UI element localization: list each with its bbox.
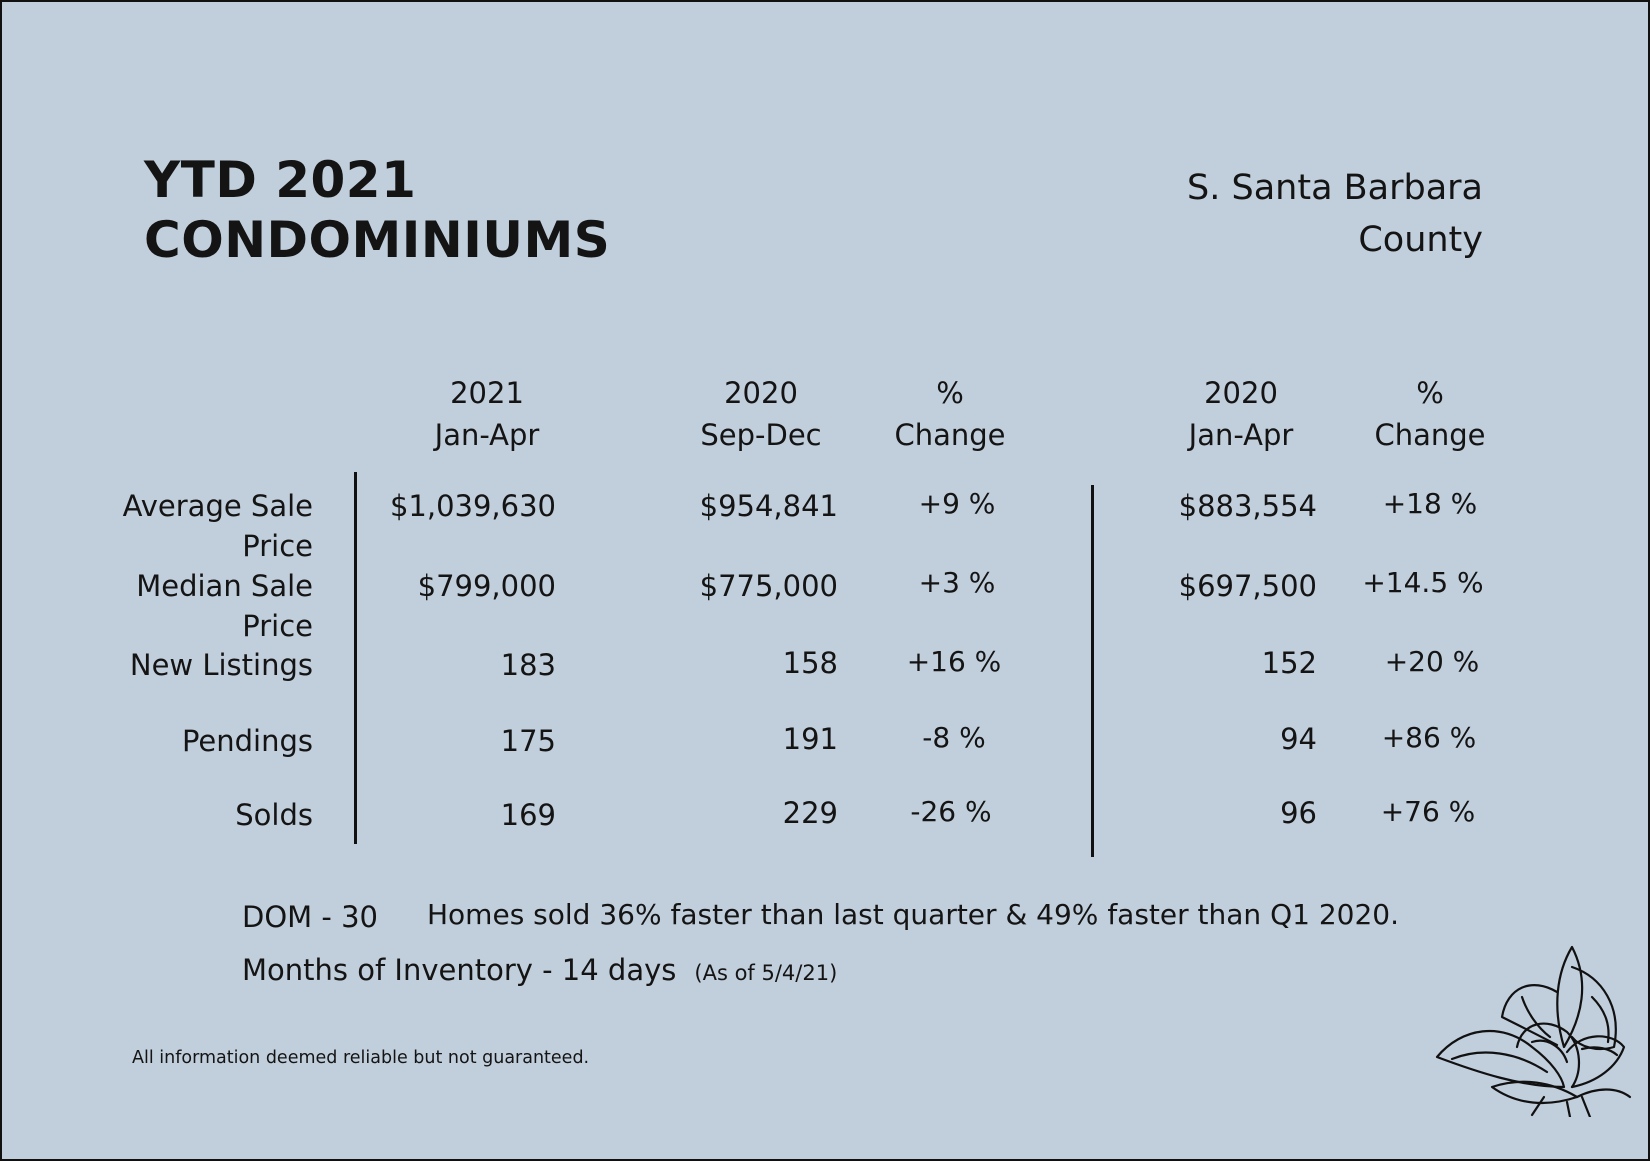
dom-value: DOM - 30 — [242, 900, 378, 934]
cell-2021-solds: 169 — [500, 798, 556, 832]
column-header-line: Jan-Apr — [434, 418, 540, 452]
region-line1: S. Santa Barbara — [1187, 168, 1483, 208]
cell-change2-solds: +76 % — [1380, 795, 1476, 828]
row-label-average-sale-price — [73, 486, 313, 566]
cell-change2-median-price: +14.5 % — [1362, 566, 1484, 599]
cell-sepdec-pendings: 191 — [782, 722, 838, 756]
cell-sepdec-new-listings: 158 — [782, 646, 838, 680]
column-header-line: Sep-Dec — [700, 418, 822, 452]
row-label-solds: Solds — [235, 798, 313, 832]
column-header-2021-jan-apr — [397, 372, 577, 456]
cell-change1-new-listings: +16 % — [906, 645, 1002, 678]
column-header-pct-change-2 — [1340, 372, 1520, 456]
cell-sepdec-solds: 229 — [782, 796, 838, 830]
title-line-year: YTD 2021 — [144, 151, 417, 209]
column-header-pct-change-1 — [860, 372, 1040, 456]
cell-change1-pendings: -8 % — [922, 721, 986, 754]
cell-janapr2020-median-price: $697,500 — [1178, 569, 1317, 603]
column-divider-left — [354, 472, 357, 844]
disclaimer: All information deemed reliable but not guaranteed. — [132, 1048, 590, 1068]
title-line-category: CONDOMINIUMS — [144, 211, 611, 269]
column-header-2020-jan-apr — [1151, 372, 1331, 456]
column-header-2020-sep-dec — [671, 372, 851, 456]
row-label-line: Price — [242, 529, 313, 563]
region-label — [1187, 162, 1483, 266]
column-header-line: % — [936, 376, 964, 410]
region-line2: County — [1358, 220, 1483, 260]
column-header-line: Change — [894, 418, 1006, 452]
cell-janapr2020-pendings: 94 — [1280, 722, 1317, 756]
column-header-line: Jan-Apr — [1188, 418, 1294, 452]
column-header-line: 2020 — [1204, 376, 1278, 410]
lotus-flower-icon — [1432, 937, 1632, 1117]
cell-janapr2020-solds: 96 — [1280, 796, 1317, 830]
column-header-line: 2021 — [450, 376, 524, 410]
inventory-value: Months of Inventory - 14 days — [242, 953, 677, 987]
cell-2021-new-listings: 183 — [500, 648, 556, 682]
cell-change1-avg-price: +9 % — [918, 487, 996, 520]
cell-change2-pendings: +86 % — [1381, 721, 1477, 754]
dom-line — [242, 897, 378, 937]
cell-janapr2020-new-listings: 152 — [1261, 646, 1317, 680]
inventory-date-note: (As of 5/4/21) — [694, 961, 838, 985]
cell-change1-solds: -26 % — [910, 795, 992, 828]
cell-change2-new-listings: +20 % — [1384, 645, 1480, 678]
column-header-line: % — [1416, 376, 1444, 410]
row-label-line: Median Sale — [136, 569, 313, 603]
row-label-median-sale-price — [73, 566, 313, 646]
row-label-line: Price — [242, 609, 313, 643]
row-label-new-listings: New Listings — [129, 648, 313, 682]
column-divider-right — [1091, 485, 1094, 857]
inventory-line — [242, 950, 837, 993]
column-header-line: 2020 — [724, 376, 798, 410]
column-header-line: Change — [1374, 418, 1486, 452]
cell-change1-median-price: +3 % — [918, 566, 996, 599]
cell-2021-median-price: $799,000 — [417, 569, 556, 603]
report-title — [144, 150, 610, 270]
dom-note: Homes sold 36% faster than last quarter & 49% faster than Q1 2020. — [427, 898, 1399, 931]
row-label-line: Average Sale — [122, 489, 313, 523]
cell-2021-avg-price: $1,039,630 — [389, 489, 556, 523]
cell-sepdec-avg-price: $954,841 — [699, 489, 838, 523]
cell-sepdec-median-price: $775,000 — [699, 569, 838, 603]
cell-janapr2020-avg-price: $883,554 — [1178, 489, 1317, 523]
cell-2021-pendings: 175 — [500, 724, 556, 758]
cell-change2-avg-price: +18 % — [1382, 487, 1478, 520]
row-label-pendings: Pendings — [181, 724, 313, 758]
